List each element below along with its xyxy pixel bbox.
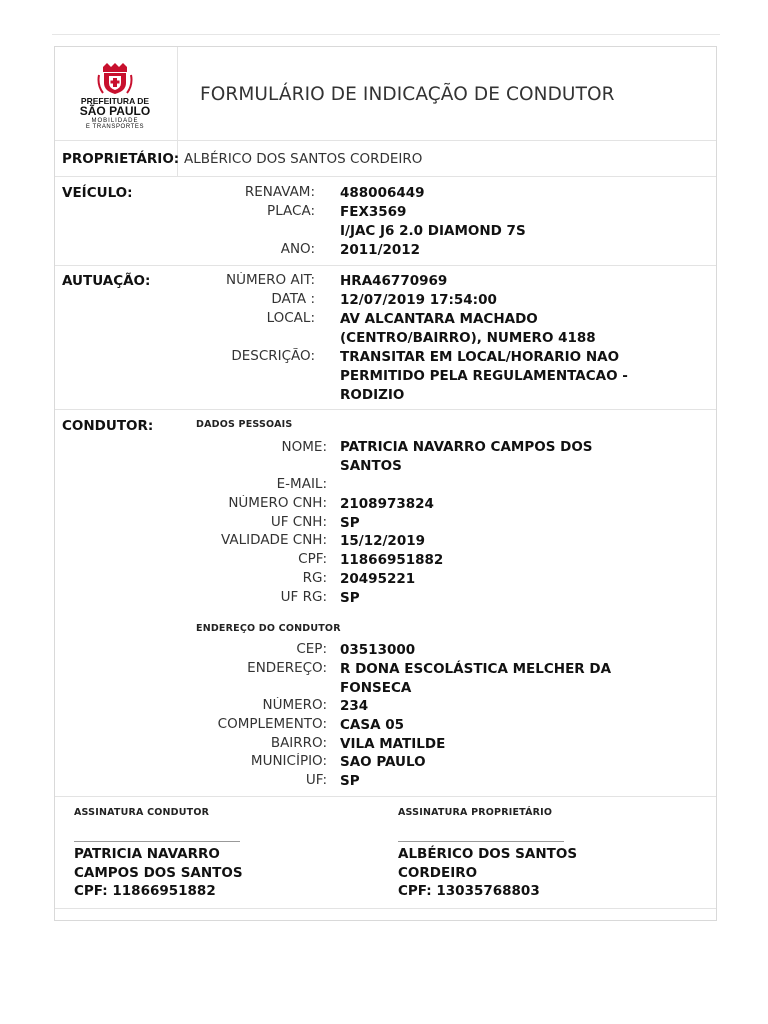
cep-value: 03513000 xyxy=(340,642,416,658)
description-line2: PERMITIDO PELA REGULAMENTACAO - xyxy=(340,368,628,384)
cpf-value: 11866951882 xyxy=(340,552,444,568)
state-value: SP xyxy=(340,773,360,789)
complement-label: COMPLEMENTO: xyxy=(217,716,327,732)
email-label: E-MAIL: xyxy=(276,476,327,492)
cnh-label: NÚMERO CNH: xyxy=(228,495,327,511)
address-value-line2: FONSECA xyxy=(340,680,412,696)
date-value: 12/07/2019 17:54:00 xyxy=(340,292,497,308)
owner-row xyxy=(55,141,716,177)
uf-cnh-value: SP xyxy=(340,515,360,531)
owner-signature-name-line1: ALBÉRICO DOS SANTOS xyxy=(398,846,578,862)
uf-cnh-label: UF CNH: xyxy=(270,514,327,530)
cep-label: CEP: xyxy=(296,641,327,657)
owner-label: PROPRIETÁRIO: xyxy=(62,151,180,167)
infraction-label: AUTUAÇÃO: xyxy=(62,273,151,289)
svg-text:SÃO PAULO: SÃO PAULO xyxy=(79,104,151,118)
signatures-row xyxy=(55,797,716,909)
owner-name: ALBÉRICO DOS SANTOS CORDEIRO xyxy=(184,151,423,167)
local-value-line1: AV ALCANTARA MACHADO xyxy=(340,311,538,327)
driver-signature-heading: ASSINATURA CONDUTOR xyxy=(74,807,210,818)
ano-label: ANO: xyxy=(280,241,315,257)
driver-signature-line xyxy=(74,841,240,842)
name-label: NOME: xyxy=(281,439,327,455)
ait-value: HRA46770969 xyxy=(340,273,448,289)
vehicle-label: VEÍCULO: xyxy=(62,185,133,201)
ait-label: NÚMERO AIT: xyxy=(226,272,315,288)
renavam-label: RENAVAM: xyxy=(244,184,315,200)
header-row xyxy=(55,47,716,141)
uf-rg-value: SP xyxy=(340,590,360,606)
owner-signature-heading: ASSINATURA PROPRIETÁRIO xyxy=(398,807,553,818)
address-label: ENDEREÇO: xyxy=(247,660,327,676)
owner-signature-cpf: CPF: 13035768803 xyxy=(398,883,540,899)
prefeitura-logo xyxy=(59,59,171,131)
address-value-line1: R DONA ESCOLÁSTICA MELCHER DA xyxy=(340,661,612,677)
city-label: MUNICÍPIO: xyxy=(250,753,327,769)
name-value-line1: PATRICIA NAVARRO CAMPOS DOS xyxy=(340,439,593,455)
driver-signature-name-line1: PATRICIA NAVARRO xyxy=(74,846,220,862)
infraction-row xyxy=(55,266,716,410)
district-label: BAIRRO: xyxy=(270,735,327,751)
owner-signature-name-line2: CORDEIRO xyxy=(398,865,478,881)
owner-signature-line xyxy=(398,841,564,842)
driver-signature-cpf: CPF: 11866951882 xyxy=(74,883,216,899)
complement-value: CASA 05 xyxy=(340,717,405,733)
number-label: NÚMERO: xyxy=(262,697,327,713)
date-label: DATA : xyxy=(271,291,315,307)
svg-text:E TRANSPORTES: E TRANSPORTES xyxy=(85,124,145,130)
number-value: 234 xyxy=(340,698,369,714)
svg-text:MOBILIDADE: MOBILIDADE xyxy=(91,118,139,124)
address-heading: ENDEREÇO DO CONDUTOR xyxy=(196,623,341,634)
ano-value: 2011/2012 xyxy=(340,242,421,258)
driver-signature-name-line2: CAMPOS DOS SANTOS xyxy=(74,865,243,881)
top-divider xyxy=(52,34,720,35)
personal-data-heading: DADOS PESSOAIS xyxy=(196,419,293,430)
vehicle-row xyxy=(55,177,716,266)
description-label: DESCRIÇÃO: xyxy=(231,348,315,364)
form-title: FORMULÁRIO DE INDICAÇÃO DE CONDUTOR xyxy=(200,84,615,105)
validity-value: 15/12/2019 xyxy=(340,533,426,549)
city-value: SAO PAULO xyxy=(340,754,426,770)
renavam-value: 488006449 xyxy=(340,185,425,201)
driver-row xyxy=(55,410,716,797)
description-line3: RODIZIO xyxy=(340,387,405,403)
name-value-line2: SANTOS xyxy=(340,458,402,474)
description-line1: TRANSITAR EM LOCAL/HORARIO NAO xyxy=(340,349,620,365)
local-label: LOCAL: xyxy=(266,310,315,326)
local-value-line2: (CENTRO/BAIRRO), NUMERO 4188 xyxy=(340,330,596,346)
rg-value: 20495221 xyxy=(340,571,416,587)
uf-rg-label: UF RG: xyxy=(280,589,327,605)
cpf-label: CPF: xyxy=(298,551,327,567)
district-value: VILA MATILDE xyxy=(340,736,446,752)
cnh-value: 2108973824 xyxy=(340,496,434,512)
driver-label: CONDUTOR: xyxy=(62,418,154,434)
validity-label: VALIDADE CNH: xyxy=(221,532,327,548)
placa-label: PLACA: xyxy=(267,203,315,219)
svg-text:PREFEITURA DE: PREFEITURA DE xyxy=(80,96,150,106)
driver-indication-form xyxy=(54,46,717,921)
marca-value: I/JAC J6 2.0 DIAMOND 7S xyxy=(340,223,526,239)
state-label: UF: xyxy=(305,772,327,788)
rg-label: RG: xyxy=(302,570,327,586)
coat-of-arms-icon xyxy=(99,63,132,94)
placa-value: FEX3569 xyxy=(340,204,407,220)
